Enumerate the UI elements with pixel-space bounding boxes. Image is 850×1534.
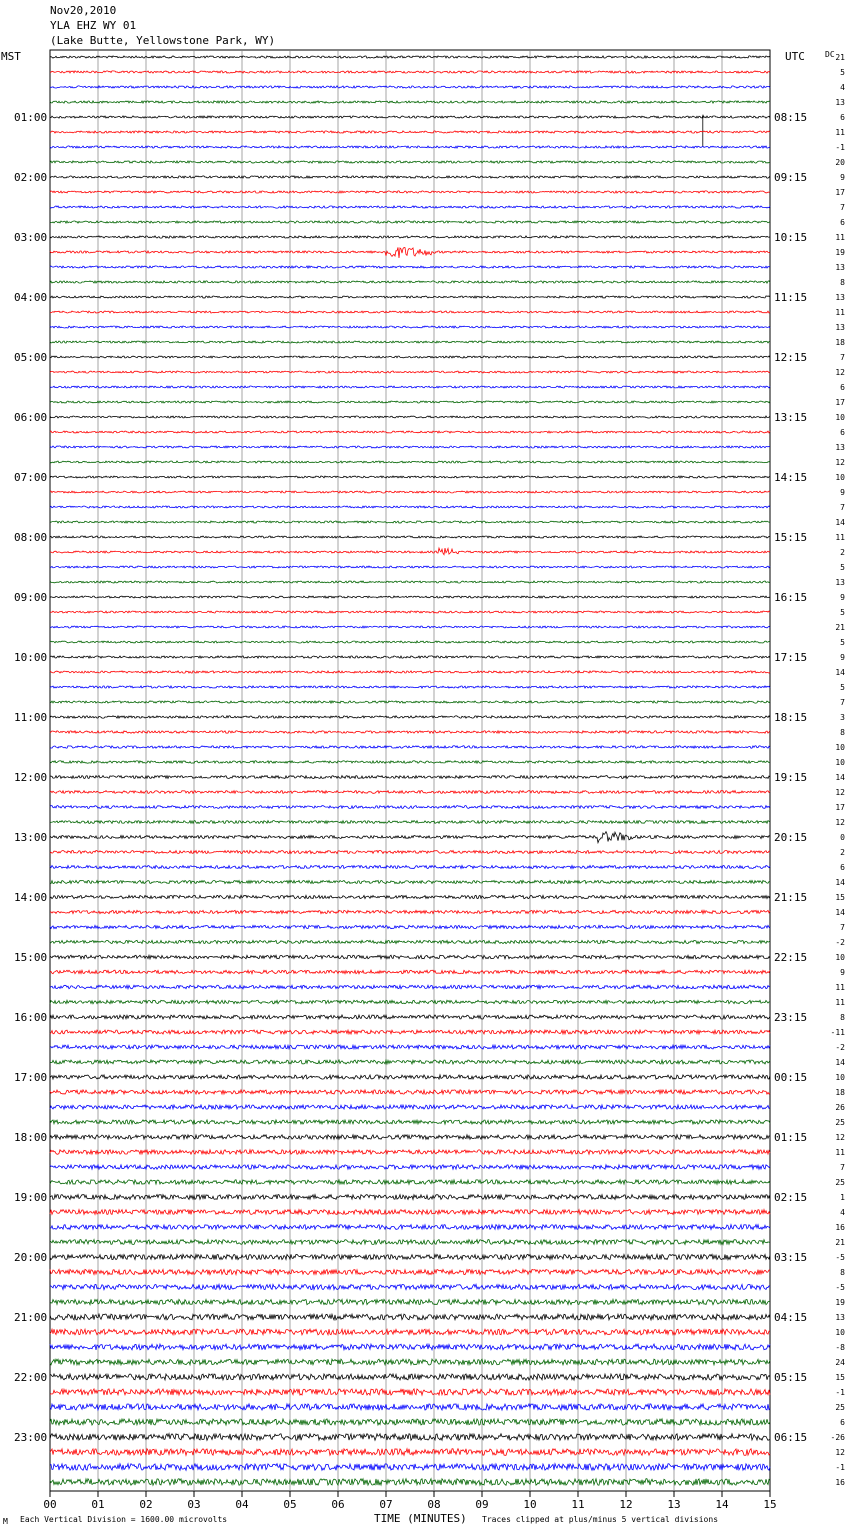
seismic-trace <box>50 806 770 809</box>
dc-offset-value: 13 <box>835 98 845 107</box>
seismic-trace <box>50 1374 770 1380</box>
utc-hour-label: 03:15 <box>774 1251 808 1264</box>
dc-offset-value: 6 <box>840 113 845 122</box>
dc-offset-value: 25 <box>835 1178 845 1187</box>
seismic-trace <box>50 371 770 373</box>
seismic-trace <box>50 596 770 598</box>
seismic-trace <box>50 356 770 358</box>
seismic-trace <box>50 416 770 418</box>
seismic-trace <box>50 1240 770 1245</box>
utc-hour-label: 13:15 <box>774 411 808 424</box>
seismic-trace <box>50 71 770 73</box>
seismic-trace <box>50 671 770 673</box>
mst-hour-label: 20:00 <box>14 1251 48 1264</box>
dc-offset-value: -1 <box>835 1388 845 1397</box>
seismic-trace <box>50 985 770 989</box>
utc-hour-label: 10:15 <box>774 231 808 244</box>
seismic-trace <box>50 146 770 148</box>
dc-offset-value: -5 <box>835 1253 845 1262</box>
seismic-trace <box>50 56 770 58</box>
utc-axis-label: UTC <box>785 50 805 63</box>
dc-offset-value: -2 <box>835 1043 845 1052</box>
seismic-trace <box>50 236 770 238</box>
seismic-trace <box>50 821 770 824</box>
mst-hour-label: 08:00 <box>14 531 48 544</box>
dc-offset-value: 14 <box>835 518 845 527</box>
seismic-trace <box>50 1269 770 1274</box>
dc-offset-value: 19 <box>835 248 845 257</box>
seismic-trace <box>50 446 770 448</box>
dc-offset-value: -26 <box>830 1433 845 1442</box>
dc-offset-value: 17 <box>835 803 845 812</box>
dc-offset-value: 12 <box>835 458 845 467</box>
seismic-trace <box>50 761 770 763</box>
dc-offset-value: 5 <box>840 638 845 647</box>
dc-offset-value: 7 <box>840 203 845 212</box>
utc-hour-label: 18:15 <box>774 711 808 724</box>
mst-hour-label: 13:00 <box>14 831 48 844</box>
utc-hour-label: 23:15 <box>774 1011 808 1024</box>
dc-offset-value: 14 <box>835 773 845 782</box>
seismic-trace <box>50 1479 770 1486</box>
dc-offset-value: 17 <box>835 188 845 197</box>
seismic-trace <box>50 746 770 748</box>
dc-offset-value: 21 <box>835 1238 845 1247</box>
seismic-trace <box>50 206 770 208</box>
seismic-trace <box>50 851 770 854</box>
seismic-trace <box>50 247 770 258</box>
dc-offset-value: 6 <box>840 218 845 227</box>
dc-offset-value: 14 <box>835 668 845 677</box>
dc-offset-value: 12 <box>835 788 845 797</box>
x-tick-label: 06 <box>331 1498 345 1511</box>
dc-offset-value: 5 <box>840 608 845 617</box>
dc-offset-value: 6 <box>840 383 845 392</box>
seismic-trace <box>50 401 770 403</box>
dc-offset-value: 4 <box>840 83 845 92</box>
dc-offset-value: 5 <box>840 683 845 692</box>
dc-offset-value: 9 <box>840 593 845 602</box>
seismic-trace <box>50 1165 770 1169</box>
seismic-trace <box>50 1180 770 1184</box>
dc-offset-value: 6 <box>840 863 845 872</box>
seismic-trace <box>50 431 770 433</box>
dc-offset-value: 20 <box>835 158 845 167</box>
dc-offset-value: 6 <box>840 1418 845 1427</box>
dc-offset-value: 11 <box>835 233 845 242</box>
seismic-trace <box>50 311 770 313</box>
seismic-trace <box>50 1195 770 1200</box>
mst-hour-label: 05:00 <box>14 351 48 364</box>
dc-offset-value: 19 <box>835 1298 845 1307</box>
x-tick-label: 01 <box>91 1498 105 1511</box>
clip-note: Traces clipped at plus/minus 5 vertical divisions <box>482 1515 719 1524</box>
seismic-trace <box>50 910 770 913</box>
dc-offset-value: 9 <box>840 488 845 497</box>
dc-offset-value: 11 <box>835 308 845 317</box>
mst-hour-label: 07:00 <box>14 471 48 484</box>
seismic-trace <box>50 1000 770 1004</box>
plot-date: Nov20,2010 <box>50 4 117 17</box>
dc-offset-value: 11 <box>835 983 845 992</box>
dc-offset-value: 11 <box>835 1148 845 1157</box>
seismic-trace <box>50 1299 770 1304</box>
seismic-trace <box>50 521 770 523</box>
seismic-trace <box>50 1344 770 1350</box>
dc-offset-value: 9 <box>840 968 845 977</box>
seismic-trace <box>50 191 770 193</box>
dc-offset-value: 13 <box>835 578 845 587</box>
utc-hour-label: 01:15 <box>774 1131 808 1144</box>
mst-hour-label: 15:00 <box>14 951 48 964</box>
seismic-trace <box>50 1150 770 1154</box>
dc-offset-value: 10 <box>835 758 845 767</box>
seismic-trace <box>50 281 770 283</box>
seismic-trace <box>50 1359 770 1365</box>
mst-hour-label: 22:00 <box>14 1371 48 1384</box>
seismic-trace <box>50 1120 770 1124</box>
seismic-trace <box>50 776 770 779</box>
utc-hour-label: 11:15 <box>774 291 808 304</box>
utc-hour-label: 00:15 <box>774 1071 808 1084</box>
footer-mark: M <box>3 1517 8 1526</box>
dc-offset-value: 7 <box>840 353 845 362</box>
seismic-trace <box>50 701 770 703</box>
x-tick-label: 15 <box>763 1498 777 1511</box>
dc-offset-value: 1 <box>840 1193 845 1202</box>
seismic-trace <box>50 176 770 178</box>
plot-frame <box>50 50 770 1491</box>
mst-hour-label: 16:00 <box>14 1011 48 1024</box>
seismic-trace <box>50 881 770 884</box>
seismic-trace <box>50 1030 770 1034</box>
dc-offset-value: 10 <box>835 1073 845 1082</box>
dc-offset-value: 2 <box>840 548 845 557</box>
seismic-trace <box>50 716 770 718</box>
utc-hour-label: 17:15 <box>774 651 808 664</box>
utc-hour-label: 22:15 <box>774 951 808 964</box>
utc-hour-label: 16:15 <box>774 591 808 604</box>
seismic-trace <box>50 832 770 843</box>
seismic-trace <box>50 895 770 898</box>
dc-offset-value: 7 <box>840 923 845 932</box>
dc-offset-value: 7 <box>840 1163 845 1172</box>
seismic-trace <box>50 1389 770 1395</box>
seismic-trace <box>50 1464 770 1471</box>
seismic-trace <box>50 641 770 643</box>
x-tick-label: 11 <box>571 1498 585 1511</box>
seismic-trace <box>50 611 770 613</box>
dc-offset-value: -11 <box>830 1028 845 1037</box>
dc-offset-value: 5 <box>840 68 845 77</box>
dc-offset-value: 24 <box>835 1358 845 1367</box>
dc-offset-value: 25 <box>835 1118 845 1127</box>
dc-offset-value: 11 <box>835 128 845 137</box>
x-tick-label: 08 <box>427 1498 441 1511</box>
seismic-trace <box>50 266 770 268</box>
utc-hour-label: 02:15 <box>774 1191 808 1204</box>
seismic-trace <box>50 1434 770 1441</box>
mst-hour-label: 21:00 <box>14 1311 48 1324</box>
seismic-trace <box>50 1419 770 1425</box>
seismic-trace <box>50 731 770 733</box>
dc-offset-value: 10 <box>835 1328 845 1337</box>
seismic-trace <box>50 1060 770 1064</box>
mst-hour-label: 19:00 <box>14 1191 48 1204</box>
mst-hour-label: 14:00 <box>14 891 48 904</box>
dc-offset-value: 13 <box>835 1313 845 1322</box>
dc-offset-value: -5 <box>835 1283 845 1292</box>
seismic-trace <box>50 1090 770 1094</box>
seismic-trace <box>50 1225 770 1230</box>
seismic-trace <box>50 101 770 103</box>
dc-offset-value: 9 <box>840 653 845 662</box>
seismic-trace <box>50 626 770 628</box>
x-tick-label: 03 <box>187 1498 201 1511</box>
seismic-trace <box>50 925 770 928</box>
dc-offset-value: 18 <box>835 338 845 347</box>
station-location: (Lake Butte, Yellowstone Park, WY) <box>50 34 276 47</box>
dc-offset-value: 12 <box>835 1448 845 1457</box>
dc-offset-value: -1 <box>835 1463 845 1472</box>
dc-offset-value: 16 <box>835 1223 845 1232</box>
dc-offset-value: 14 <box>835 878 845 887</box>
dc-offset-value: 10 <box>835 473 845 482</box>
seismic-trace <box>50 386 770 388</box>
mst-hour-label: 18:00 <box>14 1131 48 1144</box>
seismic-trace <box>50 686 770 688</box>
seismic-trace <box>50 296 770 298</box>
dc-offset-value: 11 <box>835 998 845 1007</box>
mst-hour-label: 02:00 <box>14 171 48 184</box>
seismic-trace <box>50 1314 770 1320</box>
seismic-trace <box>50 581 770 583</box>
dc-offset-value: 12 <box>835 368 845 377</box>
seismic-trace <box>50 955 770 959</box>
x-tick-label: 07 <box>379 1498 393 1511</box>
utc-hour-label: 04:15 <box>774 1311 808 1324</box>
x-tick-label: 13 <box>667 1498 681 1511</box>
dc-offset-value: 8 <box>840 278 845 287</box>
mst-hour-label: 17:00 <box>14 1071 48 1084</box>
seismic-trace <box>50 506 770 508</box>
mst-hour-label: 04:00 <box>14 291 48 304</box>
dc-offset-value: 8 <box>840 1268 845 1277</box>
x-tick-label: 12 <box>619 1498 633 1511</box>
dc-offset-value: 8 <box>840 728 845 737</box>
seismic-trace <box>50 1015 770 1019</box>
dc-offset-value: 7 <box>840 698 845 707</box>
dc-offset-value: 8 <box>840 1013 845 1022</box>
utc-hour-label: 08:15 <box>774 111 808 124</box>
seismic-trace <box>50 1329 770 1335</box>
x-axis-title: TIME (MINUTES) <box>374 1512 467 1525</box>
dc-offset-value: 2 <box>840 848 845 857</box>
dc-offset-value: 4 <box>840 1208 845 1217</box>
dc-offset-value: 26 <box>835 1103 845 1112</box>
seismic-trace <box>50 1449 770 1456</box>
dc-offset-value: -1 <box>835 143 845 152</box>
dc-offset-value: 7 <box>840 503 845 512</box>
seismic-trace <box>50 476 770 478</box>
x-tick-label: 00 <box>43 1498 57 1511</box>
seismic-trace <box>50 1404 770 1410</box>
seismic-trace <box>50 791 770 794</box>
dc-offset-value: 17 <box>835 398 845 407</box>
mst-hour-label: 12:00 <box>14 771 48 784</box>
dc-offset-value: 18 <box>835 1088 845 1097</box>
dc-offset-value: 13 <box>835 293 845 302</box>
utc-hour-label: 14:15 <box>774 471 808 484</box>
mst-hour-label: 01:00 <box>14 111 48 124</box>
seismic-trace <box>50 341 770 343</box>
dc-offset-header: DC <box>825 50 835 59</box>
seismic-trace <box>50 131 770 133</box>
dc-offset-value: 10 <box>835 953 845 962</box>
x-tick-label: 05 <box>283 1498 297 1511</box>
dc-offset-value: 12 <box>835 818 845 827</box>
seismic-trace <box>50 548 770 555</box>
seismic-trace <box>50 1105 770 1109</box>
dc-offset-value: 13 <box>835 263 845 272</box>
dc-offset-value: 14 <box>835 908 845 917</box>
seismic-trace <box>50 1135 770 1139</box>
dc-offset-value: 6 <box>840 428 845 437</box>
mst-hour-label: 10:00 <box>14 651 48 664</box>
dc-offset-value: 13 <box>835 443 845 452</box>
seismic-trace <box>50 656 770 658</box>
dc-offset-value: 15 <box>835 893 845 902</box>
x-tick-label: 09 <box>475 1498 489 1511</box>
mst-hour-label: 06:00 <box>14 411 48 424</box>
utc-hour-label: 09:15 <box>774 171 808 184</box>
seismic-trace <box>50 970 770 974</box>
seismic-trace <box>50 161 770 163</box>
x-tick-label: 02 <box>139 1498 153 1511</box>
dc-offset-value: -8 <box>835 1343 845 1352</box>
mst-hour-label: 23:00 <box>14 1431 48 1444</box>
seismic-trace <box>50 221 770 223</box>
x-tick-label: 04 <box>235 1498 249 1511</box>
dc-offset-value: 11 <box>835 533 845 542</box>
seismic-trace <box>50 491 770 493</box>
seismic-trace <box>50 326 770 328</box>
mst-axis-label: MST <box>1 50 21 63</box>
dc-offset-value: 10 <box>835 743 845 752</box>
utc-hour-label: 12:15 <box>774 351 808 364</box>
seismic-trace <box>50 866 770 869</box>
seismic-trace <box>50 536 770 538</box>
mst-hour-label: 11:00 <box>14 711 48 724</box>
utc-hour-label: 05:15 <box>774 1371 808 1384</box>
utc-hour-label: 06:15 <box>774 1431 808 1444</box>
seismic-trace <box>50 86 770 88</box>
dc-offset-value: 21 <box>835 623 845 632</box>
station-code: YLA EHZ WY 01 <box>50 19 137 32</box>
seismic-trace <box>50 1075 770 1079</box>
utc-hour-label: 15:15 <box>774 531 808 544</box>
dc-offset-value: 9 <box>840 173 845 182</box>
dc-offset-value: 3 <box>840 713 845 722</box>
seismic-trace <box>50 461 770 463</box>
dc-offset-value: 13 <box>835 323 845 332</box>
dc-offset-value: 5 <box>840 563 845 572</box>
dc-offset-value: -2 <box>835 938 845 947</box>
x-tick-label: 10 <box>523 1498 537 1511</box>
dc-offset-value: 15 <box>835 1373 845 1382</box>
dc-offset-value: 12 <box>835 1133 845 1142</box>
dc-offset-value: 10 <box>835 413 845 422</box>
dc-offset-value: 16 <box>835 1478 845 1487</box>
utc-hour-label: 20:15 <box>774 831 808 844</box>
scale-note: Each Vertical Division = 1600.00 microvolts <box>20 1515 228 1524</box>
seismic-trace <box>50 1210 770 1215</box>
dc-offset-value: 0 <box>840 833 845 842</box>
seismic-trace <box>50 940 770 943</box>
seismic-trace <box>50 1284 770 1289</box>
seismic-trace <box>50 1254 770 1259</box>
x-tick-label: 14 <box>715 1498 729 1511</box>
utc-hour-label: 21:15 <box>774 891 808 904</box>
dc-offset-value: 14 <box>835 1058 845 1067</box>
mst-hour-label: 09:00 <box>14 591 48 604</box>
dc-offset-value: 21 <box>835 53 845 62</box>
seismic-trace <box>50 566 770 568</box>
mst-hour-label: 03:00 <box>14 231 48 244</box>
seismic-trace <box>50 1045 770 1049</box>
utc-hour-label: 19:15 <box>774 771 808 784</box>
dc-offset-value: 25 <box>835 1403 845 1412</box>
